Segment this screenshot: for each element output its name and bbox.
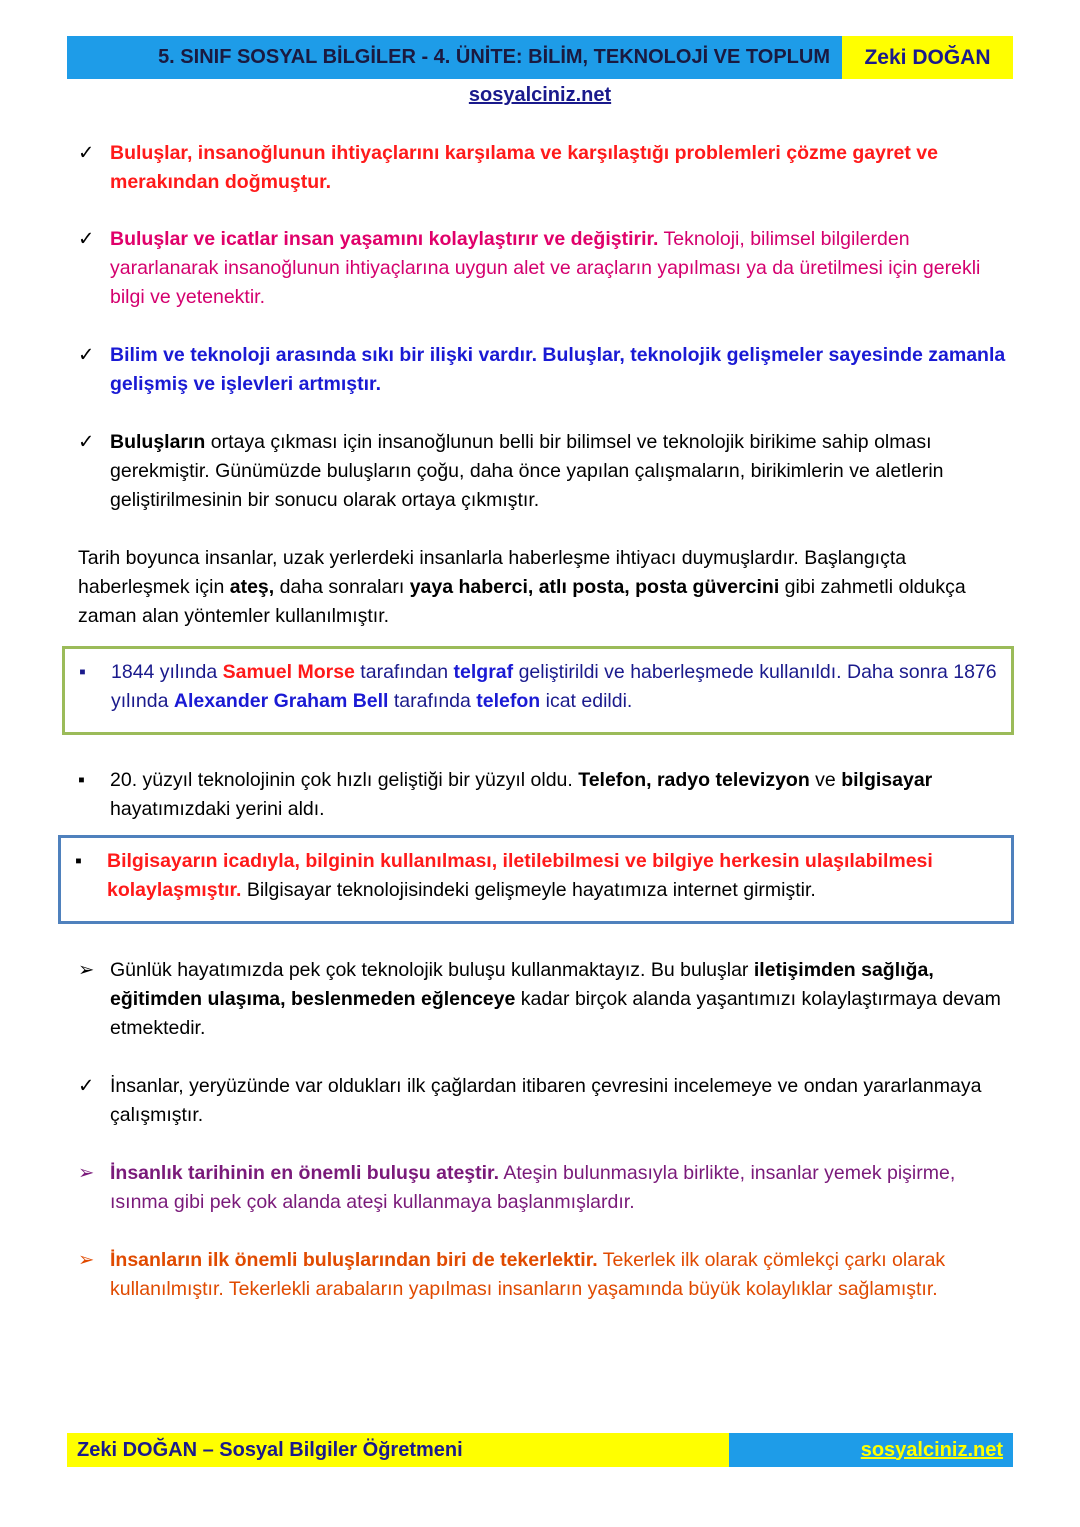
square-bullet-icon: ▪ [78,769,85,791]
check-icon: ✓ [78,1075,95,1097]
item-bold: Telefon, radyo televizyon [578,769,810,791]
box-span: Alexander Graham Bell [173,690,389,712]
item-text: Tekerlek ilk olarak çömlekçi çarkı olarak kullanılmıştır. Tekerlekli arabaların yapılması insanların yaşamında büyük kolaylıklar sağlamıştır. [110,1249,946,1300]
footer-site-link[interactable]: sosyalciniz.net [729,1433,1013,1467]
list-item [78,428,1008,515]
item-text: ve [809,769,842,791]
highlight-box-green [62,646,1014,735]
check-icon: ✓ [78,431,95,453]
check-icon: ✓ [78,228,95,250]
item-text: kadar birçok alanda yaşantımızı kolaylaştırmaya devam etmektedir. [110,988,1001,1039]
check-icon: ✓ [78,344,95,366]
item-text: hayatımızdaki yerini aldı. [110,798,325,820]
check-icon: ✓ [78,142,95,164]
box-span: 1844 yılında [111,661,223,683]
para-text: daha sonraları [274,576,410,598]
site-link[interactable]: sosyalciniz.net [468,84,612,106]
item-text: İnsanlar, yeryüzünde var oldukları ilk çağlardan itibaren çevresini incelemeye ve ondan yararlanmaya çalışmıştır. [110,1075,982,1126]
item-text: 20. yüzyıl teknolojinin çok hızlı geliştiği bir yüzyıl oldu. [110,769,579,791]
box-text [111,658,1001,716]
footer-author: Zeki DOĞAN – Sosyal Bilgiler Öğretmeni [67,1433,729,1467]
item-bold: bilgisayar [841,769,933,791]
para-bold: ateş, [229,576,275,598]
box-span: telgraf [453,661,514,683]
list-item [78,341,1008,399]
square-bullet-icon: ▪ [75,850,82,872]
box-span: telefon [476,690,541,712]
list-item [78,139,1008,197]
item-bold: Buluşların [110,431,206,453]
item-text: Ateşin bulunmasıyla birlikte, insanlar yemek pişirme, ısınma gibi pek çok alanda ateşi kullanmaya başlanmışlardır. [110,1162,956,1213]
box-span: tarafında [388,690,477,712]
square-bullet-icon: ▪ [79,661,86,683]
list-item [78,1246,1008,1304]
item-text: Buluşlar, insanoğlunun ihtiyaçlarını karşılama ve karşılaştığı problemleri çözme gayret ve merakından doğmuştur. [110,142,938,193]
arrow-bullet-icon: ➢ [78,1249,95,1271]
box-span: icat edildi. [540,690,633,712]
page-header [67,36,1013,79]
item-bold: Buluşlar ve icatlar insan yaşamını kolaylaştırır ve değiştirir. [110,228,659,250]
item-bold: İnsanların ilk önemli buluşlarından biri de tekerlektir. [110,1249,598,1271]
paragraph [78,544,998,631]
para-text: gibi zahmetli oldukça zaman alan yöntemler kullanılmıştır. [78,576,966,627]
header-title: 5. SINIF SOSYAL BİLGİLER - 4. ÜNİTE: BİLİM, TEKNOLOJİ VE TOPLUM [67,36,842,79]
box-span: tarafından [354,661,454,683]
item-text: Günlük hayatımızda pek çok teknolojik buluşu kullanmaktayız. Bu buluşlar [110,959,754,981]
arrow-bullet-icon: ➢ [78,959,95,981]
arrow-bullet-icon: ➢ [78,1162,95,1184]
box-text [107,847,997,905]
para-text: Tarih boyunca insanlar, uzak yerlerdeki insanlarla haberleşme ihtiyacı duymuşlardır. Başlangıçta haberleşmek için [78,547,907,598]
page-footer [67,1433,1013,1467]
item-bold: iletişimden sağlığa, eğitimden ulaşıma, beslenmeden eğlenceye [110,959,934,1010]
item-bold: İnsanlık tarihinin en önemli buluşu ateştir. [110,1162,499,1184]
list-item [78,225,1008,312]
list-item [78,1072,1008,1130]
box-span: Samuel Morse [222,661,355,683]
list-item [78,766,1008,824]
box-span: Bilgisayarın icadıyla, bilginin kullanılması, iletilebilmesi ve bilgiye herkesin ulaşılabilmesi kolaylaşmıştır. [107,850,933,901]
header-author: Zeki DOĞAN [842,36,1013,79]
item-text: Bilim ve teknoloji arasında sıkı bir ilişki vardır. Buluşlar, teknolojik gelişmeler sayesinde zamanla gelişmiş ve işlevleri artmıştır. [110,344,1006,395]
highlight-box-blue [58,835,1014,924]
list-item [78,956,1008,1043]
item-text: Teknoloji, bilimsel bilgilerden yararlanarak insanoğlunun ihtiyaçlarına uygun alet ve araçların yapılması ya da üretilmesi için gerekli bilgi ve yetenektir. [110,228,981,308]
item-text: ortaya çıkması için insanoğlunun belli bir bilimsel ve teknolojik birikime sahip olması gerekmiştir. Günümüzde buluşların çoğu, daha önce yapılan çalışmaların, birikimlerin ve aletlerin geliştirilmesinin bir sonucu olarak ortaya çıkmıştır. [110,431,944,511]
box-span: geliştirildi ve haberleşmede kullanıldı. Daha sonra 1876 yılında [111,661,997,712]
list-item [78,1159,1008,1217]
box-span: Bilgisayar teknolojisindeki gelişmeyle hayatımıza internet girmiştir. [241,879,816,901]
para-bold: yaya haberci, atlı posta, posta güvercini [409,576,780,598]
